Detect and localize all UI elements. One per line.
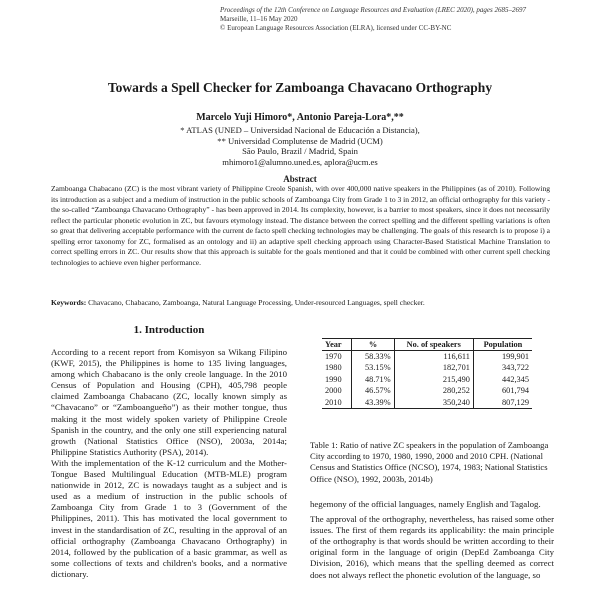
table-header-cell: Population <box>473 339 532 351</box>
paper-title: Towards a Spell Checker for Zamboanga Chavacano Orthography <box>107 80 493 95</box>
right-column-body <box>310 499 554 585</box>
table-cell: 280,252 <box>394 385 473 396</box>
table-row <box>322 397 532 409</box>
table-cell: 199,901 <box>473 351 532 363</box>
table-cell: 601,794 <box>473 385 532 396</box>
table-cell: 442,345 <box>473 374 532 385</box>
keywords-label: Keywords: <box>51 298 87 307</box>
keywords-text: Chavacano, Chabacano, Zamboanga, Natural Language Processing, Under-resourced Languages, spell checker. <box>88 298 425 307</box>
intro-paragraph-2: With the implementation of the K-12 curriculum and the Mother-Tongue Based Multilingual Education (MTB-MLE) program nationwide in 2012, ZC is nowadays taught as a subject and is used as a medium of instruction in the public schools of Zamboanga City from Grade 1 to 3 (Government of the Philippines, 2011). This has motivated the local government to invest in the standardisation of ZC, resulting in the approval of an official orthography (Zamboanga Chavacano Orthography) in 2014, followed by the publication of a basic grammar, as well as some collections of texts and children's books, and a normative dictionary. <box>51 457 287 579</box>
table-cell: 2000 <box>325 386 342 396</box>
table-header-row <box>322 339 532 351</box>
left-column-body <box>51 347 287 580</box>
table-cell: 53.15% <box>352 362 394 373</box>
table-header-cell: No. of speakers <box>394 339 473 351</box>
table-row <box>322 351 532 363</box>
right-paragraph-1: hegemony of the official languages, namely English and Tagalog. <box>310 499 541 509</box>
table-cell: 2010 <box>325 397 342 407</box>
authors: Marcelo Yuji Himoro*, Antonio Pareja-Lora*,** <box>196 112 404 123</box>
affiliations <box>0 125 600 167</box>
table-cell: 1970 <box>325 352 342 361</box>
table-cell: 807,129 <box>473 397 532 409</box>
table-cell: 343,722 <box>473 362 532 373</box>
table-caption: Table 1: Ratio of native ZC speakers in the population of Zamboanga City according to 1970, 1980, 1990, 2000 and 2010 CPH. (National Census and Statistics Office (NCSO), 1974, 1983; National Statistics Office (NSO), 1992, 2003b, 2014b) <box>310 440 549 484</box>
table-cell: 215,490 <box>394 374 473 385</box>
table-cell: 1990 <box>325 374 342 384</box>
table-cell: 46.57% <box>352 385 394 396</box>
table-cell: 58.33% <box>352 351 394 363</box>
table-row <box>322 385 532 396</box>
affiliation-location: São Paulo, Brazil / Madrid, Spain <box>242 146 358 157</box>
table-cell: 43.39% <box>352 397 394 409</box>
table-cell: 48.71% <box>352 374 394 385</box>
author-emails: mhimoro1@alumno.uned.es, aplora@ucm.es <box>222 156 378 167</box>
intro-paragraph-1: According to a recent report from Komisyon sa Wikang Filipino (KWF, 2015), the Philippines is home to 135 living languages, among which Chabacano is the only creole language. In the 2010 Census of Population and Housing (CPH), 405,798 people claimed Zamboanga Chabacano (ZC, locally known simply as “Chavacano” or “Zamboangueño”) as their mother tongue, thus making it the most widely spoken variety of Philippine Creole Spanish in the country, and the only one still experiencing natural growth (National Statistics Office (NSO), 2003a, 2014a; Philippine Statistics Authority (PSA), 2014). <box>51 347 287 457</box>
abstract-heading: Abstract <box>283 174 317 184</box>
table-cell: 116,611 <box>394 351 473 363</box>
proceedings-header <box>220 6 560 33</box>
section-heading-introduction: 1. Introduction <box>133 324 205 336</box>
table-cell: 1980 <box>325 363 342 373</box>
table-row <box>322 362 532 373</box>
header-line-3: © European Language Resources Association (ELRA), licensed under CC-BY-NC <box>220 24 452 32</box>
table-header-cell: % <box>352 339 394 351</box>
header-line-1: Proceedings of the 12th Conference on Language Resources and Evaluation (LREC 2020), pages 2685–2697 <box>220 6 527 14</box>
table-cell: 182,701 <box>394 362 473 373</box>
affiliation-1: * ATLAS (UNED – Universidad Nacional de Educación a Distancia), <box>180 125 420 135</box>
right-paragraph-2: The approval of the orthography, nevertheless, has raised some other issues. The first of them regards its applicability: the main principle of the orthography is that words should be written according to their original form in the language of origin (DepEd Zamboanga City Division, 2016), which means that the spelling deemed as correct does not always reflect the phonetic evolution of the language, so <box>310 514 554 580</box>
table-cell: 350,240 <box>394 397 473 409</box>
speakers-table <box>322 338 532 409</box>
affiliation-2: ** Universidad Complutense de Madrid (UCM) <box>217 135 383 146</box>
table-row <box>322 374 532 385</box>
header-line-2: Marseille, 11–16 May 2020 <box>220 15 298 23</box>
table-header-cell: Year <box>322 339 352 351</box>
abstract-text: Zamboanga Chabacano (ZC) is the most vibrant variety of Philippine Creole Spanish, with over 400,000 native speakers in the Philippines (as of 2010). Following its introduction as a subject and a medium of instruction in the public schools of Zamboanga City from Grade 1 to 3 in 2012, an official orthography for this variety - the so-called “Zamboanga Chavacano Orthography” - has been approved in 2014. Its complexity, however, is a barrier to most speakers, since it does not necessarily reflect the particular phonetic evolution in ZC, but favours etymology instead. The distance between the correct spelling and the different spelling variations is often so great that delivering acceptable performance with the current de facto spell checking technologies may be challenging. The goals of this research is to propose i) a spelling error taxonomy for ZC, formalised as an ontology and ii) an adaptive spell checking approach using Character-Based Statistical Machine Translation to correct spelling errors in ZC. Our results show that this approach is suitable for the goals mentioned and that it could be combined with other current spell checking technologies to achieve even higher performance. <box>51 184 550 267</box>
keywords <box>51 298 550 308</box>
